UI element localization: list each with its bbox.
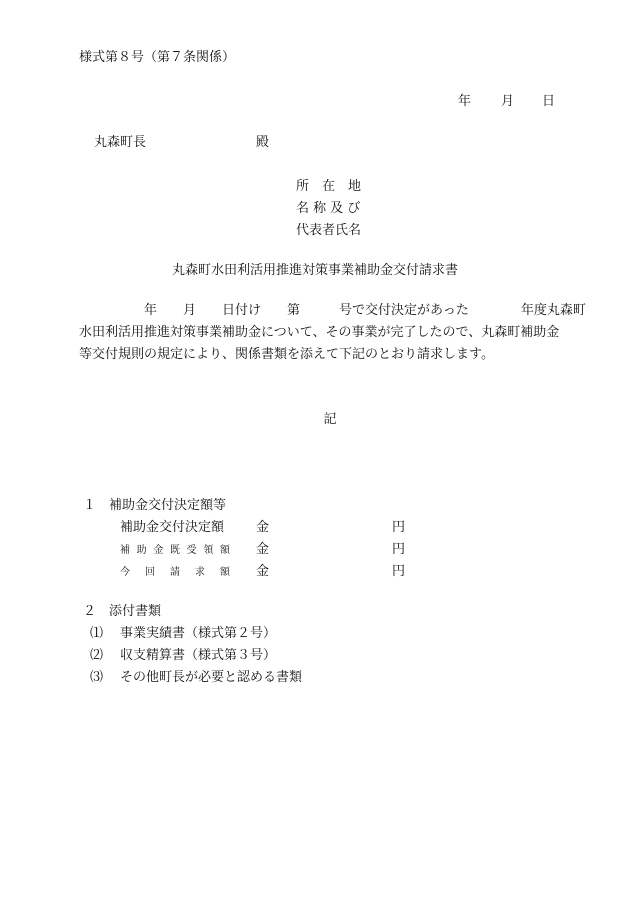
applicant-name-label: 名 称 及 び [296, 201, 361, 216]
attachment-text-3: その他町長が必要と認める書類 [120, 670, 303, 685]
row-label-decision: 補助金交付決定額 [120, 520, 225, 535]
row-en-received: 円 [392, 542, 406, 557]
date-month: 月 [501, 94, 515, 109]
document-title: 丸森町水田利活用推進対策事業補助金交付請求書 [171, 263, 458, 278]
date-year: 年 [458, 94, 472, 109]
row-en-decision: 円 [392, 520, 406, 535]
attachment-number-1: ⑴ [90, 626, 104, 641]
addressee-name: 丸森町長 [94, 135, 147, 150]
attachment-number-3: ⑶ [90, 670, 104, 685]
row-label-current: 今回請求額 [120, 567, 230, 578]
row-kin-decision: 金 [256, 520, 270, 535]
attachment-text-2: 収支精算書（様式第３号） [120, 648, 277, 663]
row-en-current: 円 [392, 564, 406, 579]
body-line-1: 年 月 日付け 第 号で交付決定があった 年度丸森町 [79, 303, 586, 318]
applicant-representative-label: 代表者氏名 [296, 223, 362, 238]
attachment-number-2: ⑵ [90, 648, 104, 663]
form-number: 様式第８号（第７条関係） [79, 50, 236, 65]
applicant-address-label: 所 在 地 [296, 179, 362, 194]
section2-heading: ２ 添付書類 [83, 604, 162, 619]
row-kin-current: 金 [256, 564, 270, 579]
body-line-2: 水田利活用推進対策事業補助金について、その事業が完了したので、丸森町補助金 [79, 325, 560, 340]
row-kin-received: 金 [256, 542, 270, 557]
ki-marker: 記 [323, 412, 337, 427]
body-paragraph [79, 300, 586, 366]
addressee-honorific: 殿 [256, 135, 270, 150]
date-day: 日 [542, 94, 556, 109]
row-label-received: 補助金既受領額 [120, 545, 230, 556]
body-line-3: 等交付規則の規定により、関係書類を添えて下記のとおり請求します。 [79, 347, 494, 362]
section1-heading: １ 補助金交付決定額等 [83, 498, 227, 513]
date-line [458, 93, 555, 111]
attachment-text-1: 事業実績書（様式第２号） [120, 626, 277, 641]
